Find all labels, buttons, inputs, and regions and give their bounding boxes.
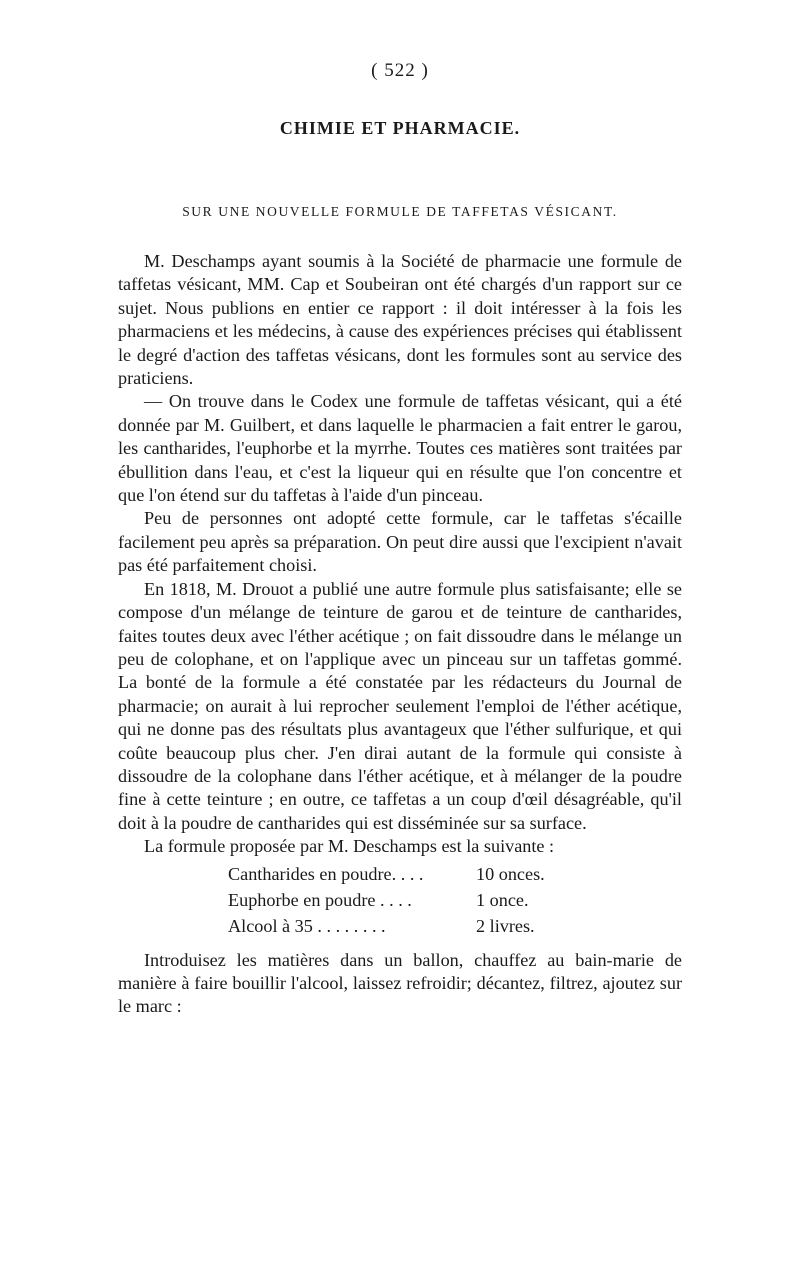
page-number: ( 522 )	[371, 60, 429, 81]
recipe-ingredient: Cantharides en poudre. . . .	[228, 863, 424, 884]
recipe-row	[228, 913, 545, 939]
recipe-quantity: 1 once.	[476, 889, 529, 910]
recipe-table	[228, 861, 545, 939]
recipe-quantity: 10 onces.	[476, 863, 545, 884]
paragraph: En 1818, M. Drouot a publié une autre formule plus satisfaisante; elle se compose d'un mélange de teinture de garou et de teinture de cantharides, faites toutes deux avec l'éther acétique ; on fait dissoudre dans le mélange un peu de colophane, et on l'applique avec un pinceau sur un taffetas gommé. La bonté de la formule a été constatée par les rédacteurs du Journal de pharmacie; on aurait à lui reprocher seulement l'emploi de l'éther acétique, qui ne donne pas des résultats plus avantageux que l'éther sulfurique, et qui coûte beaucoup plus cher. J'en dirai autant de la formule qui consiste à dissoudre de la colophane dans l'éther acétique, et à mélanger de la poudre fine à cette teinture ; en outre, ce taffetas a un coup d'œil désagréable, qu'il doit à la poudre de cantharides qui est disséminée sur sa surface.	[118, 578, 682, 833]
paragraph-closing: Introduisez les matières dans un ballon, chauffez au bain-marie de manière à faire bouillir l'alcool, laissez refroidir; décantez, filtrez, ajoutez sur le marc :	[118, 949, 682, 1017]
recipe-row	[228, 887, 545, 913]
section-title: CHIMIE ET PHARMACIE.	[279, 118, 521, 138]
recipe-quantity: 2 livres.	[476, 915, 535, 936]
article-body	[118, 250, 682, 1019]
paragraph: M. Deschamps ayant soumis à la Société de pharmacie une formule de taffetas vésicant, MM. Cap et Soubeiran ont été chargés d'un rapport sur ce sujet. Nous publions en entier ce rapport : il doit intéresser à la fois les pharmaciens et les médecins, à cause des expériences précises qui établissent le degré d'action des taffetas vésicans, dont les formules sont au service des praticiens.	[118, 251, 682, 389]
paragraph: Peu de personnes ont adopté cette formule, car le taffetas s'écaille facilement peu après sa préparation. On peut dire aussi que l'excipient n'avait pas été parfaitement choisi.	[118, 508, 682, 576]
article-title: SUR UNE NOUVELLE FORMULE DE TAFFETAS VÉSICANT.	[182, 204, 618, 219]
paragraph: — On trouve dans le Codex une formule de taffetas vésicant, qui a été donnée par M. Guilbert, et dans laquelle le pharmacien a fait entrer le garou, les cantharides, l'euphorbe et la myrrhe. Toutes ces matières sont traitées par ébullition dans l'eau, et c'est la liqueur qui en résulte que l'on concentre et que l'on étend sur du taffetas à l'aide d'un pinceau.	[118, 391, 682, 506]
paragraph: La formule proposée par M. Deschamps est la suivante :	[144, 836, 555, 857]
recipe-row	[228, 861, 545, 887]
recipe-ingredient: Alcool à 35 . . . . . . . .	[228, 915, 386, 936]
recipe-ingredient: Euphorbe en poudre . . . .	[228, 889, 412, 910]
